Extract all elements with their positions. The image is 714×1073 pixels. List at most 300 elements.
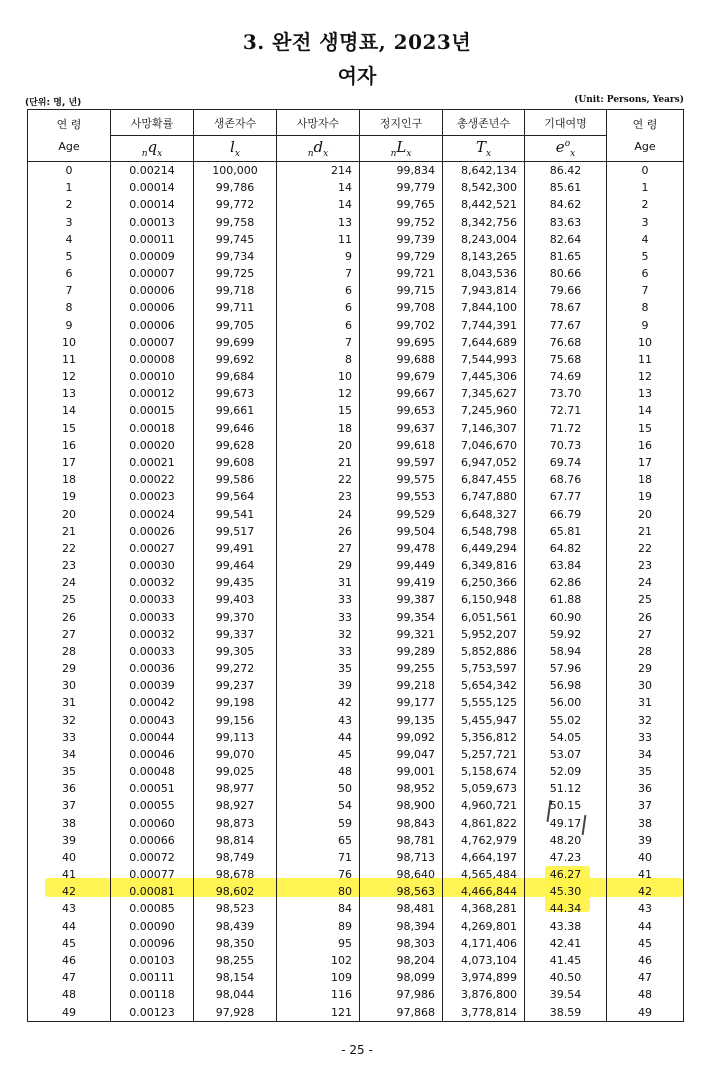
cell-stationary-population: 98,099: [360, 969, 443, 986]
cell-survivors: 98,602: [194, 883, 277, 900]
cell-life-expectancy: 82.64: [525, 231, 607, 248]
cell-deaths: 35: [277, 660, 360, 677]
cell-age: 2: [28, 196, 111, 213]
cell-life-expectancy: 73.70: [525, 385, 607, 402]
cell-stationary-population: 99,289: [360, 643, 443, 660]
cell-stationary-population: 98,843: [360, 815, 443, 832]
table-row: [28, 351, 684, 368]
cell-survivors: 99,646: [194, 420, 277, 437]
cell-age-right: 18: [607, 471, 684, 488]
table-row: [28, 420, 684, 437]
cell-age: 21: [28, 523, 111, 540]
cell-life-expectancy: 51.12: [525, 780, 607, 797]
cell-life-expectancy: 54.05: [525, 729, 607, 746]
unit-note-english: (Unit: Persons, Years): [574, 95, 684, 105]
cell-age: 46: [28, 952, 111, 969]
table-row: [28, 196, 684, 213]
cell-deaths: 24: [277, 505, 360, 522]
cell-life-expectancy: 69.74: [525, 454, 607, 471]
cell-age: 19: [28, 488, 111, 505]
cell-total-years-lived: 6,548,798: [443, 523, 525, 540]
cell-age: 27: [28, 626, 111, 643]
cell-age: 28: [28, 643, 111, 660]
cell-survivors: 99,370: [194, 608, 277, 625]
cell-deaths: 26: [277, 523, 360, 540]
cell-age: 22: [28, 540, 111, 557]
cell-stationary-population: 99,688: [360, 351, 443, 368]
table-row: [28, 832, 684, 849]
cell-total-years-lived: 8,243,004: [443, 231, 525, 248]
cell-deaths: 33: [277, 643, 360, 660]
cell-survivors: 99,745: [194, 231, 277, 248]
page-number: - 25 -: [341, 1043, 373, 1057]
cell-total-years-lived: 7,445,306: [443, 368, 525, 385]
cell-deaths: 29: [277, 557, 360, 574]
cell-deaths: 44: [277, 729, 360, 746]
cell-death-probability: 0.00085: [111, 900, 194, 917]
page-subtitle: 여자: [337, 64, 377, 88]
cell-survivors: 99,464: [194, 557, 277, 574]
cell-survivors: 99,699: [194, 334, 277, 351]
cell-life-expectancy: 42.41: [525, 935, 607, 952]
cell-stationary-population: 99,637: [360, 420, 443, 437]
cell-stationary-population: 98,781: [360, 832, 443, 849]
cell-total-years-lived: 3,876,800: [443, 986, 525, 1003]
cell-survivors: 99,025: [194, 763, 277, 780]
table-row: [28, 282, 684, 299]
cell-total-years-lived: 7,644,689: [443, 334, 525, 351]
cell-total-years-lived: 7,744,391: [443, 317, 525, 334]
cell-age-right: 8: [607, 299, 684, 316]
cell-total-years-lived: 5,753,597: [443, 660, 525, 677]
cell-death-probability: 0.00036: [111, 660, 194, 677]
cell-deaths: 39: [277, 677, 360, 694]
cell-total-years-lived: 8,542,300: [443, 179, 525, 196]
cell-life-expectancy: 48.20: [525, 832, 607, 849]
cell-life-expectancy: 75.68: [525, 351, 607, 368]
cell-life-expectancy: 49.17: [525, 815, 607, 832]
cell-death-probability: 0.00014: [111, 179, 194, 196]
cell-life-expectancy: 72.71: [525, 402, 607, 419]
cell-life-expectancy: 41.45: [525, 952, 607, 969]
cell-death-probability: 0.00006: [111, 282, 194, 299]
cell-stationary-population: 99,387: [360, 591, 443, 608]
cell-life-expectancy: 71.72: [525, 420, 607, 437]
cell-total-years-lived: 5,059,673: [443, 780, 525, 797]
cell-total-years-lived: 4,565,484: [443, 866, 525, 883]
cell-stationary-population: 97,868: [360, 1003, 443, 1021]
cell-life-expectancy: 74.69: [525, 368, 607, 385]
cell-age-right: 15: [607, 420, 684, 437]
header-age2-en: Age: [634, 139, 656, 153]
cell-age-right: 37: [607, 797, 684, 814]
header-survivors: 생존자수: [194, 110, 277, 136]
table-row: [28, 763, 684, 780]
cell-survivors: 99,564: [194, 488, 277, 505]
cell-total-years-lived: 6,250,366: [443, 574, 525, 591]
cell-total-years-lived: 7,844,100: [443, 299, 525, 316]
cell-age-right: 16: [607, 437, 684, 454]
cell-age: 26: [28, 608, 111, 625]
cell-death-probability: 0.00006: [111, 317, 194, 334]
cell-deaths: 42: [277, 694, 360, 711]
cell-death-probability: 0.00044: [111, 729, 194, 746]
cell-life-expectancy: 60.90: [525, 608, 607, 625]
cell-survivors: 98,350: [194, 935, 277, 952]
cell-total-years-lived: 8,442,521: [443, 196, 525, 213]
cell-survivors: 98,814: [194, 832, 277, 849]
cell-survivors: 98,873: [194, 815, 277, 832]
cell-life-expectancy: 39.54: [525, 986, 607, 1003]
cell-deaths: 13: [277, 214, 360, 231]
table-row: [28, 385, 684, 402]
cell-survivors: 99,272: [194, 660, 277, 677]
cell-age: 0: [28, 162, 111, 180]
cell-death-probability: 0.00012: [111, 385, 194, 402]
cell-stationary-population: 99,708: [360, 299, 443, 316]
life-table: [27, 109, 684, 1022]
cell-age: 47: [28, 969, 111, 986]
cell-deaths: 59: [277, 815, 360, 832]
cell-stationary-population: 99,702: [360, 317, 443, 334]
cell-life-expectancy: 79.66: [525, 282, 607, 299]
cell-life-expectancy: 78.67: [525, 299, 607, 316]
cell-death-probability: 0.00026: [111, 523, 194, 540]
cell-death-probability: 0.00021: [111, 454, 194, 471]
cell-stationary-population: 99,721: [360, 265, 443, 282]
cell-survivors: 99,403: [194, 591, 277, 608]
cell-deaths: 10: [277, 368, 360, 385]
cell-death-probability: 0.00030: [111, 557, 194, 574]
cell-age-right: 11: [607, 351, 684, 368]
cell-survivors: 98,154: [194, 969, 277, 986]
cell-age-right: 0: [607, 162, 684, 180]
cell-survivors: 98,439: [194, 918, 277, 935]
cell-life-expectancy: 67.77: [525, 488, 607, 505]
cell-age-right: 12: [607, 368, 684, 385]
cell-death-probability: 0.00090: [111, 918, 194, 935]
cell-age: 10: [28, 334, 111, 351]
cell-survivors: 99,705: [194, 317, 277, 334]
cell-age-right: 25: [607, 591, 684, 608]
cell-age: 45: [28, 935, 111, 952]
cell-stationary-population: 99,653: [360, 402, 443, 419]
cell-age: 20: [28, 505, 111, 522]
header-deaths: 사망자수: [277, 110, 360, 136]
cell-age: 14: [28, 402, 111, 419]
cell-total-years-lived: 8,143,265: [443, 248, 525, 265]
header-age-right: [607, 110, 684, 162]
cell-stationary-population: 99,218: [360, 677, 443, 694]
header-row-symbols: [28, 136, 684, 162]
cell-life-expectancy: 66.79: [525, 505, 607, 522]
cell-stationary-population: 99,177: [360, 694, 443, 711]
table-row: [28, 1003, 684, 1021]
cell-stationary-population: 99,478: [360, 540, 443, 557]
cell-life-expectancy: 86.42: [525, 162, 607, 180]
cell-stationary-population: 97,986: [360, 986, 443, 1003]
cell-deaths: 9: [277, 248, 360, 265]
cell-age-right: 45: [607, 935, 684, 952]
cell-life-expectancy: 81.65: [525, 248, 607, 265]
cell-deaths: 14: [277, 196, 360, 213]
cell-life-expectancy: 68.76: [525, 471, 607, 488]
cell-survivors: 99,237: [194, 677, 277, 694]
cell-survivors: 99,718: [194, 282, 277, 299]
cell-stationary-population: 99,135: [360, 712, 443, 729]
cell-age-right: 29: [607, 660, 684, 677]
cell-death-probability: 0.00033: [111, 591, 194, 608]
cell-survivors: 97,928: [194, 1003, 277, 1021]
cell-death-probability: 0.00009: [111, 248, 194, 265]
cell-life-expectancy: 45.30: [525, 883, 607, 900]
cell-deaths: 32: [277, 626, 360, 643]
cell-age: 39: [28, 832, 111, 849]
cell-age-right: 41: [607, 866, 684, 883]
cell-deaths: 20: [277, 437, 360, 454]
cell-stationary-population: 99,001: [360, 763, 443, 780]
cell-age: 8: [28, 299, 111, 316]
cell-age: 44: [28, 918, 111, 935]
cell-total-years-lived: 8,043,536: [443, 265, 525, 282]
cell-stationary-population: 99,695: [360, 334, 443, 351]
table-row: [28, 402, 684, 419]
cell-survivors: 98,523: [194, 900, 277, 917]
table-row: [28, 214, 684, 231]
cell-death-probability: 0.00081: [111, 883, 194, 900]
symbol-ndx: $_nd_x$: [277, 136, 360, 162]
header-death-probability: 사망확률: [111, 110, 194, 136]
cell-survivors: 98,044: [194, 986, 277, 1003]
cell-life-expectancy: 63.84: [525, 557, 607, 574]
cell-age: 11: [28, 351, 111, 368]
cell-survivors: 99,198: [194, 694, 277, 711]
cell-total-years-lived: 6,150,948: [443, 591, 525, 608]
cell-death-probability: 0.00103: [111, 952, 194, 969]
cell-age: 1: [28, 179, 111, 196]
cell-stationary-population: 99,354: [360, 608, 443, 625]
table-row: [28, 437, 684, 454]
table-row: [28, 729, 684, 746]
cell-survivors: 99,517: [194, 523, 277, 540]
cell-stationary-population: 98,204: [360, 952, 443, 969]
cell-age-right: 36: [607, 780, 684, 797]
cell-death-probability: 0.00033: [111, 643, 194, 660]
cell-total-years-lived: 3,974,899: [443, 969, 525, 986]
cell-age-right: 49: [607, 1003, 684, 1021]
cell-stationary-population: 99,834: [360, 162, 443, 180]
cell-survivors: 99,673: [194, 385, 277, 402]
cell-total-years-lived: 7,146,307: [443, 420, 525, 437]
cell-life-expectancy: 59.92: [525, 626, 607, 643]
table-row: [28, 299, 684, 316]
header-age: [28, 110, 111, 162]
cell-deaths: 6: [277, 299, 360, 316]
cell-deaths: 15: [277, 402, 360, 419]
cell-deaths: 11: [277, 231, 360, 248]
cell-age: 40: [28, 849, 111, 866]
cell-age: 9: [28, 317, 111, 334]
table-row: [28, 677, 684, 694]
cell-age-right: 34: [607, 746, 684, 763]
cell-stationary-population: 98,303: [360, 935, 443, 952]
cell-deaths: 22: [277, 471, 360, 488]
table-row: [28, 368, 684, 385]
cell-deaths: 65: [277, 832, 360, 849]
cell-total-years-lived: 4,861,822: [443, 815, 525, 832]
table-row: [28, 712, 684, 729]
cell-death-probability: 0.00024: [111, 505, 194, 522]
cell-deaths: 27: [277, 540, 360, 557]
cell-total-years-lived: 5,952,207: [443, 626, 525, 643]
cell-total-years-lived: 7,345,627: [443, 385, 525, 402]
cell-life-expectancy: 44.34: [525, 900, 607, 917]
cell-survivors: 99,541: [194, 505, 277, 522]
cell-stationary-population: 99,597: [360, 454, 443, 471]
cell-age: 5: [28, 248, 111, 265]
cell-death-probability: 0.00060: [111, 815, 194, 832]
table-row: [28, 608, 684, 625]
cell-life-expectancy: 38.59: [525, 1003, 607, 1021]
cell-stationary-population: 99,667: [360, 385, 443, 402]
cell-age: 7: [28, 282, 111, 299]
cell-age: 13: [28, 385, 111, 402]
cell-death-probability: 0.00123: [111, 1003, 194, 1021]
cell-age-right: 46: [607, 952, 684, 969]
symbol-lx: $l_x$: [194, 136, 277, 162]
cell-deaths: 102: [277, 952, 360, 969]
cell-survivors: 98,678: [194, 866, 277, 883]
symbol-nLx: $_nL_x$: [360, 136, 443, 162]
cell-death-probability: 0.00077: [111, 866, 194, 883]
cell-stationary-population: 99,765: [360, 196, 443, 213]
cell-age-right: 30: [607, 677, 684, 694]
table-row: [28, 574, 684, 591]
cell-total-years-lived: 4,960,721: [443, 797, 525, 814]
cell-total-years-lived: 5,555,125: [443, 694, 525, 711]
cell-survivors: 99,758: [194, 214, 277, 231]
cell-age-right: 1: [607, 179, 684, 196]
cell-death-probability: 0.00214: [111, 162, 194, 180]
cell-death-probability: 0.00011: [111, 231, 194, 248]
table-row: [28, 952, 684, 969]
cell-total-years-lived: 7,544,993: [443, 351, 525, 368]
header-total-years-lived: 총생존년수: [443, 110, 525, 136]
header-age-ko: 연 령: [56, 117, 82, 131]
cell-age-right: 13: [607, 385, 684, 402]
cell-death-probability: 0.00013: [111, 214, 194, 231]
cell-total-years-lived: 7,046,670: [443, 437, 525, 454]
cell-total-years-lived: 4,171,406: [443, 935, 525, 952]
table-row: [28, 248, 684, 265]
header-age-en: Age: [58, 139, 80, 153]
table-row: [28, 900, 684, 917]
cell-death-probability: 0.00010: [111, 368, 194, 385]
cell-death-probability: 0.00118: [111, 986, 194, 1003]
cell-deaths: 89: [277, 918, 360, 935]
cell-age: 31: [28, 694, 111, 711]
cell-total-years-lived: 4,664,197: [443, 849, 525, 866]
cell-death-probability: 0.00111: [111, 969, 194, 986]
cell-life-expectancy: 52.09: [525, 763, 607, 780]
cell-deaths: 7: [277, 265, 360, 282]
cell-death-probability: 0.00015: [111, 402, 194, 419]
cell-deaths: 6: [277, 282, 360, 299]
cell-death-probability: 0.00022: [111, 471, 194, 488]
cell-life-expectancy: 85.61: [525, 179, 607, 196]
cell-age: 33: [28, 729, 111, 746]
table-row: [28, 454, 684, 471]
cell-total-years-lived: 8,342,756: [443, 214, 525, 231]
cell-age-right: 33: [607, 729, 684, 746]
cell-total-years-lived: 4,269,801: [443, 918, 525, 935]
cell-total-years-lived: 4,762,979: [443, 832, 525, 849]
cell-death-probability: 0.00007: [111, 265, 194, 282]
life-table-body: [28, 162, 684, 1022]
cell-death-probability: 0.00007: [111, 334, 194, 351]
cell-survivors: 99,305: [194, 643, 277, 660]
symbol-ex: $e^o_x$: [525, 136, 607, 162]
table-row: [28, 866, 684, 883]
cell-total-years-lived: 4,466,844: [443, 883, 525, 900]
cell-age: 30: [28, 677, 111, 694]
cell-deaths: 45: [277, 746, 360, 763]
cell-death-probability: 0.00032: [111, 626, 194, 643]
cell-age: 49: [28, 1003, 111, 1021]
cell-life-expectancy: 53.07: [525, 746, 607, 763]
cell-stationary-population: 99,092: [360, 729, 443, 746]
table-row: [28, 626, 684, 643]
cell-age: 24: [28, 574, 111, 591]
cell-survivors: 99,684: [194, 368, 277, 385]
cell-age-right: 28: [607, 643, 684, 660]
cell-age-right: 10: [607, 334, 684, 351]
cell-total-years-lived: 5,455,947: [443, 712, 525, 729]
table-row: [28, 643, 684, 660]
table-row: [28, 883, 684, 900]
cell-age-right: 4: [607, 231, 684, 248]
cell-age: 29: [28, 660, 111, 677]
cell-death-probability: 0.00066: [111, 832, 194, 849]
cell-stationary-population: 99,047: [360, 746, 443, 763]
table-row: [28, 591, 684, 608]
unit-note-korean: (단위: 명, 년): [25, 98, 82, 108]
cell-death-probability: 0.00023: [111, 488, 194, 505]
cell-death-probability: 0.00096: [111, 935, 194, 952]
cell-survivors: 99,725: [194, 265, 277, 282]
cell-life-expectancy: 61.88: [525, 591, 607, 608]
table-row: [28, 231, 684, 248]
cell-total-years-lived: 6,449,294: [443, 540, 525, 557]
cell-age: 32: [28, 712, 111, 729]
cell-survivors: 99,608: [194, 454, 277, 471]
cell-stationary-population: 99,729: [360, 248, 443, 265]
cell-stationary-population: 99,449: [360, 557, 443, 574]
cell-age-right: 32: [607, 712, 684, 729]
cell-survivors: 99,772: [194, 196, 277, 213]
cell-life-expectancy: 70.73: [525, 437, 607, 454]
cell-age-right: 35: [607, 763, 684, 780]
cell-survivors: 99,337: [194, 626, 277, 643]
table-row: [28, 780, 684, 797]
cell-death-probability: 0.00043: [111, 712, 194, 729]
cell-age: 18: [28, 471, 111, 488]
cell-age-right: 44: [607, 918, 684, 935]
cell-deaths: 21: [277, 454, 360, 471]
cell-stationary-population: 98,563: [360, 883, 443, 900]
cell-survivors: 99,786: [194, 179, 277, 196]
cell-total-years-lived: 8,642,134: [443, 162, 525, 180]
